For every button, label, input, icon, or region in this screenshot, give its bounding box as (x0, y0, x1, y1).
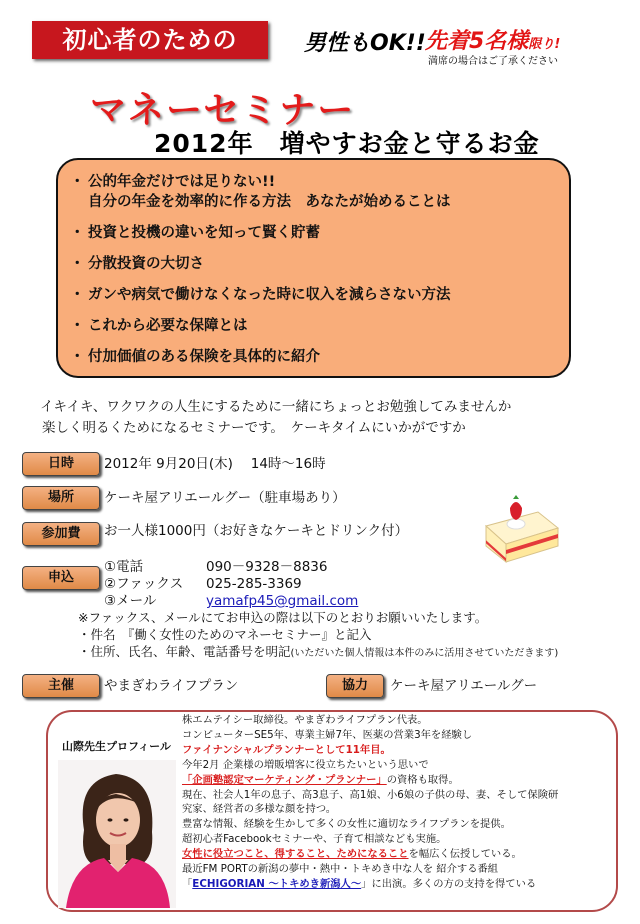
fax-label: ②ファックス (104, 576, 184, 592)
apply-note: ※ファックス、メールにてお申込の際は以下のとおりお願いいたします。 (78, 610, 488, 625)
profile-line (182, 847, 612, 862)
full-note: 満席の場合はご了承ください (428, 56, 558, 67)
apply-item-text: ・住所、氏名、年齢、電話番号を明記 (78, 644, 291, 659)
profile-photo (58, 760, 176, 908)
topics-box (56, 158, 571, 378)
apply-item-small: (いただいた個人情報は本件のみに活用させていただきます) (290, 648, 559, 659)
profile-line: 最近FM PORTの新潟の夢中・熱中・トキめき中な人を 紹介する番組 (182, 863, 499, 876)
topic-item (70, 172, 559, 212)
profile-line: コンピューターSE5年、専業主婦7年、医薬の営業3年を経験し (182, 728, 473, 741)
profile-text (182, 713, 612, 892)
profile-line: 究家、経営者の多様な顔を持つ。 (182, 803, 337, 816)
intro-line: 楽しく明るくためになるセミナーです。 ケーキタイムにいかがですか (42, 420, 466, 436)
profile-text-span: 「 (182, 877, 193, 890)
phone-value: 090－9328－8836 (206, 559, 328, 575)
profile-line: ファイナンシャルプランナーとして11年目。 (182, 743, 391, 756)
host-label: 主催 (22, 674, 100, 698)
profile-line: 豊富な情報、経験を生かして多くの女性に適切なライフプランを提供。 (182, 818, 511, 831)
audience-tag: 初心者のための (32, 21, 268, 59)
fee-value: お一人様1000円（お好きなケーキとドリンク付） (104, 523, 409, 539)
cake-icon (478, 486, 568, 564)
topic-line: 公的年金だけでは足りない!! (88, 174, 276, 190)
page-subtitle: 2012年 増やすお金と守るお金 (154, 129, 540, 158)
place-label: 場所 (22, 486, 100, 510)
profile-line: 株エムテイシー取締役。やまぎわライフプラン代表。 (182, 714, 428, 726)
program-name: ECHIGORIAN ～トキめき新潟人～ (192, 877, 362, 890)
profile-line (182, 773, 612, 788)
email-link[interactable]: yamafp45@gmail.com (206, 593, 359, 609)
profile-line: 今年2月 企業様の増販増客に役立ちたいという思いで (182, 758, 429, 771)
topic-line: 自分の年金を効率的に作る方法 あなたが始めることは (88, 194, 451, 210)
intro-line: イキイキ、ワクワクの人生にするために一緒にちょっとお勉強してみませんか (40, 399, 512, 415)
date-label: 日時 (22, 452, 100, 476)
apply-label: 申込 (22, 566, 100, 590)
intro-text (40, 397, 511, 439)
date-value: 2012年 9月20日(木) 14時～16時 (104, 456, 326, 472)
profile-text-span: 」に出演。多くの方の支持を得ている (361, 877, 537, 890)
topic-item: ・ これから必要な保障とは (70, 316, 559, 336)
fax-value: 025-285-3369 (206, 576, 302, 592)
profile-line: 超初心者Facebookセミナーや、子育て相談なども実施。 (182, 833, 447, 846)
first-come-suffix: 限り! (528, 37, 561, 52)
profile-highlight: 女性に役立つこと、得すること、ためになること (182, 848, 409, 861)
apply-item: ・件名 『働く女性のためのマネーセミナー』と記入 (78, 627, 372, 642)
topics-list (70, 172, 559, 367)
place-value: ケーキ屋アリエールグー（駐車場あり） (104, 490, 346, 506)
profile-line: 現在、社会人1年の息子、高3息子、高1娘、小6娘の子供の母、妻、そして保険研 (182, 788, 559, 801)
first-come-main: 先着5名様 (425, 29, 529, 54)
profile-text-span: を幅広く伝授している。 (408, 848, 522, 861)
host-value: やまぎわライフプラン (104, 678, 239, 694)
profile-line (182, 877, 612, 892)
topic-item: ・ 投資と投機の違いを知って賢く貯蓄 (70, 223, 559, 243)
apply-item (78, 643, 558, 662)
profile-title: 山際先生プロフィール (62, 740, 171, 753)
topic-item: ・ ガンや病気で働けなくなった時に収入を減らさない方法 (70, 285, 559, 305)
topic-item: ・ 分散投資の大切さ (70, 254, 559, 274)
page-title: マネーセミナー (90, 90, 356, 131)
men-ok-text: 男性もOK!! (304, 31, 426, 56)
profile-text-span: の資格も取得。 (386, 773, 459, 786)
mail-label: ③メール (104, 593, 157, 609)
topic-item: ・ 付加価値のある保険を具体的に紹介 (70, 347, 559, 367)
coop-label: 協力 (326, 674, 384, 698)
phone-label: ①電話 (104, 559, 144, 575)
coop-value: ケーキ屋アリエールグー (390, 678, 538, 694)
first-come-text (425, 24, 560, 55)
profile-highlight: 「企画塾認定マーケティング・プランナー」 (182, 773, 387, 786)
fee-label: 参加費 (22, 522, 100, 546)
